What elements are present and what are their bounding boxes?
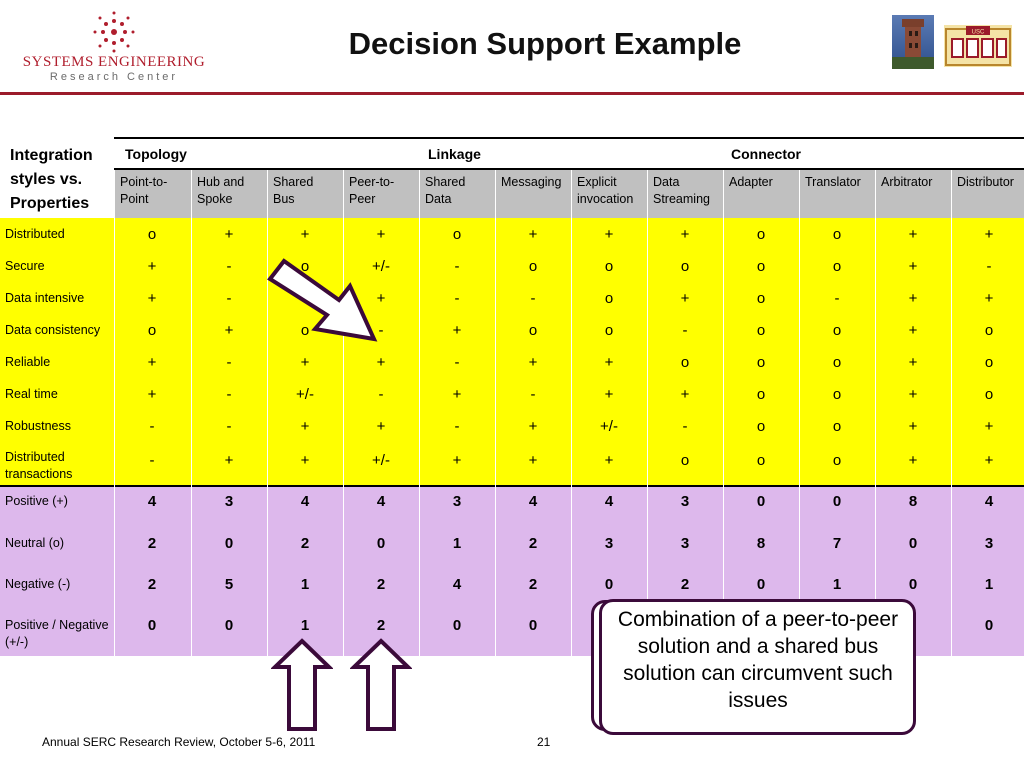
count-cell: 0: [224, 535, 234, 552]
row-label: Neutral (o): [5, 536, 65, 550]
count-cell: 0: [756, 576, 766, 593]
column-header: Translator: [799, 170, 875, 218]
table-cell: -: [454, 418, 460, 435]
table-cell: -: [454, 354, 460, 371]
callout-text: Combination of a peer-to-peer solution and a shared bus solution can circumvent such issues: [617, 608, 899, 712]
table-cell: o: [984, 386, 994, 403]
table-cell: -: [530, 290, 536, 307]
count-cell: 2: [376, 576, 386, 593]
count-cell: 0: [528, 617, 538, 634]
table-cell: +: [452, 386, 462, 403]
table-cell: -: [378, 386, 384, 403]
count-cell: 4: [376, 493, 386, 510]
column-header: Explicit invocation: [571, 170, 647, 218]
table-cell: o: [756, 418, 766, 435]
count-cell: 0: [984, 617, 994, 634]
table-cell: +: [908, 226, 918, 243]
table-cell: +: [908, 290, 918, 307]
table-cell: o: [832, 258, 842, 275]
column-header: Arbitrator: [875, 170, 951, 218]
table-cell: o: [604, 290, 614, 307]
table-cell: o: [604, 322, 614, 339]
table-cell: +: [984, 290, 994, 307]
table-cell: +: [604, 226, 614, 243]
table-cell: +: [604, 386, 614, 403]
table-cell: o: [528, 322, 538, 339]
group-topology: Topology: [125, 146, 187, 162]
page-number: 21: [537, 735, 551, 749]
table-cell: +/-: [372, 258, 390, 275]
table-corner-label: Integration styles vs. Properties: [10, 147, 93, 212]
group-linkage: Linkage: [428, 146, 481, 162]
table-cell: +: [680, 290, 690, 307]
diagonal-arrow-icon: [262, 255, 392, 355]
count-cell: 2: [528, 535, 538, 552]
table-cell: +/-: [600, 418, 618, 435]
logo-line-2: Research Center: [49, 71, 179, 83]
count-cell: 4: [604, 493, 614, 510]
table-cell: +: [528, 452, 538, 469]
column-header: Peer-to-Peer: [343, 170, 419, 218]
row-label: Real time: [5, 387, 58, 401]
count-cell: 4: [984, 493, 994, 510]
table-cell: +: [376, 226, 386, 243]
counts-border: [0, 485, 1024, 487]
group-connector: Connector: [731, 146, 801, 162]
table-cell: +: [680, 226, 690, 243]
table-cell: o: [756, 386, 766, 403]
column-header: Adapter: [723, 170, 799, 218]
count-cell: 2: [680, 576, 690, 593]
table-cell: -: [226, 418, 232, 435]
table-cell: -: [530, 386, 536, 403]
table-cell: o: [832, 418, 842, 435]
table-cell: +: [147, 386, 157, 403]
table-cell: +: [376, 290, 386, 307]
count-cell: 0: [908, 576, 918, 593]
count-cell: 4: [147, 493, 157, 510]
table-cell: +: [984, 418, 994, 435]
count-cell: 3: [680, 535, 690, 552]
table-cell: -: [682, 418, 688, 435]
count-cell: 3: [452, 493, 462, 510]
table-cell: -: [226, 290, 232, 307]
table-cell: +: [528, 418, 538, 435]
table-cell: o: [680, 354, 690, 371]
table-cell: +: [908, 354, 918, 371]
table-cell: o: [832, 354, 842, 371]
table-cell: +: [528, 354, 538, 371]
up-arrow-icon: [271, 637, 333, 733]
count-cell: 4: [452, 576, 462, 593]
table-top-border: [114, 137, 1024, 139]
column-header: Distributor: [951, 170, 1024, 218]
table-cell: +: [224, 452, 234, 469]
count-cell: 0: [756, 493, 766, 510]
count-cell: 3: [604, 535, 614, 552]
count-cell: 8: [756, 535, 766, 552]
count-cell: 1: [832, 576, 842, 593]
count-cell: 3: [224, 493, 234, 510]
count-cell: 2: [147, 576, 157, 593]
count-cell: 5: [224, 576, 234, 593]
table-cell: +: [300, 354, 310, 371]
count-cell: 0: [604, 576, 614, 593]
table-cell: -: [454, 290, 460, 307]
table-cell: +: [604, 354, 614, 371]
footer-text: Annual SERC Research Review, October 5-6, 2011: [42, 735, 316, 749]
table-cell: o: [604, 258, 614, 275]
table-cell: +: [300, 452, 310, 469]
table-cell: +: [908, 258, 918, 275]
table-cell: o: [832, 386, 842, 403]
table-cell: +: [984, 452, 994, 469]
count-cell: 8: [908, 493, 918, 510]
row-label: Secure: [5, 259, 45, 273]
row-label: Distributed transactions: [5, 450, 73, 481]
row-label: Reliable: [5, 355, 51, 369]
table-cell: -: [226, 258, 232, 275]
table-cell: o: [452, 226, 462, 243]
table-cell: +/-: [372, 452, 390, 469]
table-cell: o: [832, 226, 842, 243]
table-cell: o: [756, 322, 766, 339]
table-cell: o: [756, 290, 766, 307]
count-cell: 2: [528, 576, 538, 593]
page-title: Decision Support Example: [348, 26, 742, 61]
table-cell: o: [147, 226, 157, 243]
table-cell: +: [984, 226, 994, 243]
table-cell: -: [149, 418, 155, 435]
count-cell: 4: [528, 493, 538, 510]
table-cell: +: [604, 452, 614, 469]
count-cell: 0: [832, 493, 842, 510]
count-cell: 0: [908, 535, 918, 552]
column-header: Shared Bus: [267, 170, 343, 218]
count-cell: 0: [376, 535, 386, 552]
count-cell: 1: [452, 535, 462, 552]
row-label: Distributed: [5, 227, 65, 241]
table-cell: o: [680, 452, 690, 469]
row-label: Negative (-): [5, 577, 71, 591]
count-cell: 1: [300, 576, 310, 593]
table-cell: +: [376, 418, 386, 435]
count-cell: 2: [300, 535, 310, 552]
table-cell: +: [908, 386, 918, 403]
table-cell: o: [756, 452, 766, 469]
table-cell: -: [378, 322, 384, 339]
row-label: Positive (+): [5, 494, 68, 508]
row-label: Positive / Negative (+/-): [5, 618, 109, 649]
column-header: Shared Data: [419, 170, 495, 218]
row-label: Robustness: [5, 419, 72, 433]
row-label: Data intensive: [5, 291, 85, 305]
count-cell: 0: [452, 617, 462, 634]
table-cell: +: [908, 322, 918, 339]
table-cell: +/-: [296, 386, 314, 403]
count-cell: 3: [984, 535, 994, 552]
table-cell: o: [300, 258, 310, 275]
count-cell: 2: [376, 617, 386, 634]
table-cell: o: [756, 258, 766, 275]
up-arrow-icon: [350, 637, 412, 733]
table-cell: o: [832, 322, 842, 339]
count-cell: 4: [300, 493, 310, 510]
count-cell: 0: [147, 617, 157, 634]
table-cell: +: [224, 226, 234, 243]
svg-text:USC: USC: [971, 29, 985, 36]
table-cell: -: [986, 258, 992, 275]
logo-line-1: SYSTEMS ENGINEERING: [22, 54, 206, 70]
count-cell: 1: [984, 576, 994, 593]
table-cell: o: [528, 258, 538, 275]
table-cell: +: [224, 322, 234, 339]
table-cell: -: [454, 258, 460, 275]
count-cell: 1: [300, 617, 310, 634]
table-cell: +: [528, 226, 538, 243]
table-cell: o: [756, 226, 766, 243]
table-cell: o: [680, 258, 690, 275]
table-cell: o: [984, 322, 994, 339]
count-cell: 7: [832, 535, 842, 552]
table-cell: o: [147, 322, 157, 339]
table-cell: +: [300, 418, 310, 435]
column-header: Data Streaming: [647, 170, 723, 218]
table-cell: +: [147, 290, 157, 307]
count-cell: 3: [680, 493, 690, 510]
count-cell: 0: [224, 617, 234, 634]
count-cell: 2: [147, 535, 157, 552]
table-cell: +: [908, 418, 918, 435]
table-cell: o: [832, 452, 842, 469]
table-cell: -: [682, 322, 688, 339]
table-cell: o: [300, 322, 310, 339]
table-cell: +: [147, 354, 157, 371]
table-cell: +: [452, 452, 462, 469]
table-cell: +: [908, 452, 918, 469]
table-cell: -: [149, 452, 155, 469]
table-cell: -: [226, 354, 232, 371]
table-cell: +: [376, 354, 386, 371]
table-cell: +: [452, 322, 462, 339]
table-cell: +: [680, 386, 690, 403]
table-cell: o: [984, 354, 994, 371]
row-label: Data consistency: [5, 323, 101, 337]
column-header: Point-to-Point: [114, 170, 191, 218]
table-cell: +: [300, 226, 310, 243]
table-cell: -: [834, 290, 840, 307]
column-header: Hub and Spoke: [191, 170, 267, 218]
table-cell: o: [756, 354, 766, 371]
table-cell: +: [147, 258, 157, 275]
table-cell: -: [226, 386, 232, 403]
column-header: Messaging: [495, 170, 571, 218]
